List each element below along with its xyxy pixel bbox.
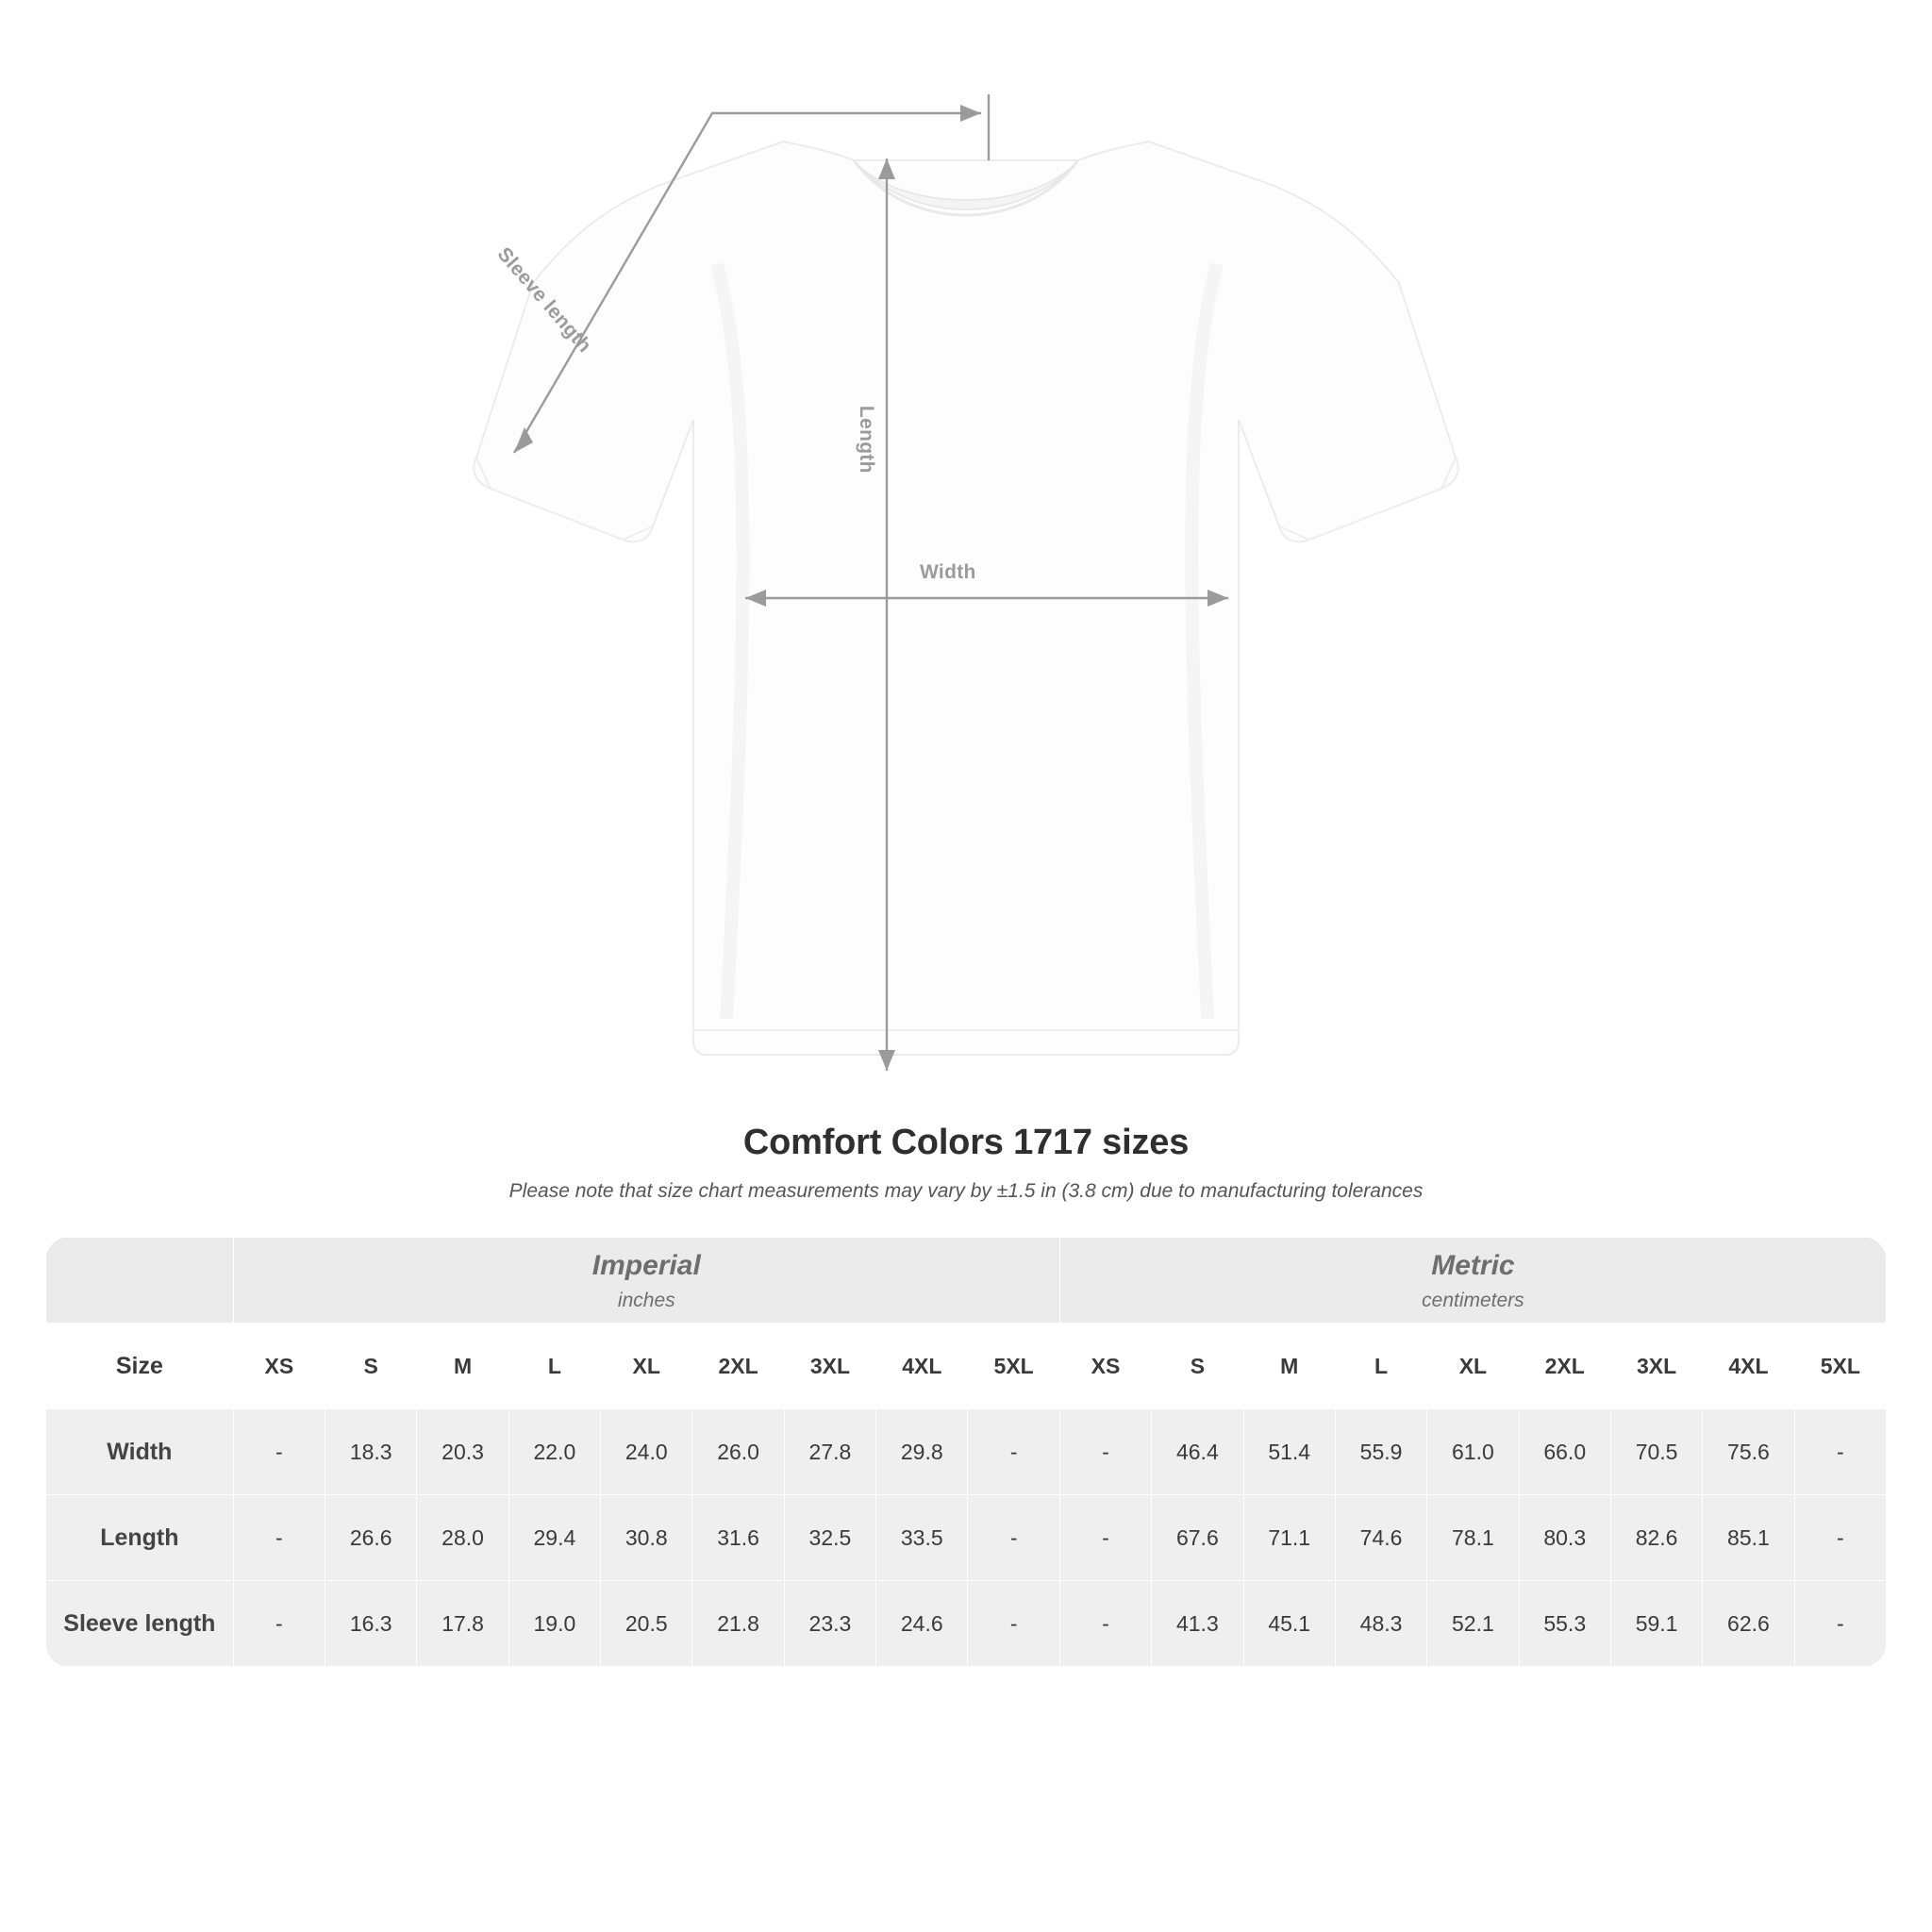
cell-width-metric-2xl: 66.0: [1519, 1409, 1610, 1495]
cell-length-metric-m: 71.1: [1243, 1495, 1335, 1581]
cell-sleeve-metric-5xl: -: [1794, 1581, 1886, 1667]
header-metric-2xl: 2XL: [1519, 1324, 1610, 1409]
dimension-label-width: Width: [920, 561, 976, 583]
table-row: [46, 1581, 1887, 1667]
header-imperial-m: M: [417, 1324, 508, 1409]
cell-sleeve-metric-s: 41.3: [1152, 1581, 1243, 1667]
cell-sleeve-imperial-l: 19.0: [508, 1581, 600, 1667]
cell-width-metric-m: 51.4: [1243, 1409, 1335, 1495]
cell-sleeve-metric-3xl: 59.1: [1610, 1581, 1702, 1667]
cell-width-metric-xl: 61.0: [1427, 1409, 1519, 1495]
tolerance-note: Please note that size chart measurements may vary by ±1.5 in (3.8 cm) due to manufacturing tolerances: [508, 1180, 1424, 1202]
cell-sleeve-metric-xl: 52.1: [1427, 1581, 1519, 1667]
header-imperial-xs: XS: [233, 1324, 325, 1409]
cell-width-imperial-xs: -: [233, 1409, 325, 1495]
cell-sleeve-metric-xs: -: [1059, 1581, 1151, 1667]
size-table: [45, 1237, 1887, 1667]
cell-width-imperial-3xl: 27.8: [784, 1409, 875, 1495]
cell-sleeve-imperial-3xl: 23.3: [784, 1581, 875, 1667]
row-label-width: Width: [46, 1409, 234, 1495]
cell-width-metric-s: 46.4: [1152, 1409, 1243, 1495]
heading-block: [0, 1123, 1932, 1203]
cell-width-metric-4xl: 75.6: [1703, 1409, 1794, 1495]
cell-sleeve-imperial-s: 16.3: [325, 1581, 417, 1667]
cell-length-imperial-l: 29.4: [508, 1495, 600, 1581]
header-metric-5xl: 5XL: [1794, 1324, 1886, 1409]
cell-sleeve-metric-2xl: 55.3: [1519, 1581, 1610, 1667]
cell-width-metric-xs: -: [1059, 1409, 1151, 1495]
header-imperial-3xl: 3XL: [784, 1324, 875, 1409]
header-imperial-s: S: [325, 1324, 417, 1409]
cell-sleeve-imperial-xl: 20.5: [601, 1581, 692, 1667]
cell-length-metric-l: 74.6: [1335, 1495, 1426, 1581]
unit-metric-sub: centimeters: [1422, 1289, 1524, 1311]
unit-group-metric: [1059, 1238, 1886, 1324]
page-title: Comfort Colors 1717 sizes: [742, 1123, 1190, 1162]
cell-length-imperial-4xl: 33.5: [876, 1495, 968, 1581]
cell-length-imperial-2xl: 31.6: [692, 1495, 784, 1581]
table-row: [46, 1495, 1887, 1581]
row-label-sleeve-length: Sleeve length: [46, 1581, 234, 1667]
cell-length-imperial-5xl: -: [968, 1495, 1059, 1581]
dimension-label-length: Length: [856, 406, 877, 474]
cell-sleeve-imperial-2xl: 21.8: [692, 1581, 784, 1667]
cell-width-imperial-l: 22.0: [508, 1409, 600, 1495]
cell-sleeve-imperial-m: 17.8: [417, 1581, 508, 1667]
cell-width-metric-l: 55.9: [1335, 1409, 1426, 1495]
cell-width-imperial-5xl: -: [968, 1409, 1059, 1495]
cell-length-metric-5xl: -: [1794, 1495, 1886, 1581]
cell-length-imperial-xl: 30.8: [601, 1495, 692, 1581]
cell-width-imperial-s: 18.3: [325, 1409, 417, 1495]
header-imperial-xl: XL: [601, 1324, 692, 1409]
cell-length-metric-4xl: 85.1: [1703, 1495, 1794, 1581]
cell-length-metric-xs: -: [1059, 1495, 1151, 1581]
cell-width-imperial-2xl: 26.0: [692, 1409, 784, 1495]
cell-length-metric-3xl: 82.6: [1610, 1495, 1702, 1581]
header-size: Size: [46, 1324, 234, 1409]
cell-sleeve-imperial-5xl: -: [968, 1581, 1059, 1667]
units-spacer: [46, 1238, 234, 1324]
header-metric-4xl: 4XL: [1703, 1324, 1794, 1409]
cell-length-imperial-3xl: 32.5: [784, 1495, 875, 1581]
units-row: [46, 1238, 1887, 1324]
cell-width-imperial-xl: 24.0: [601, 1409, 692, 1495]
size-table-container: [45, 1237, 1887, 1667]
header-imperial-5xl: 5XL: [968, 1324, 1059, 1409]
cell-sleeve-metric-l: 48.3: [1335, 1581, 1426, 1667]
header-imperial-2xl: 2XL: [692, 1324, 784, 1409]
size-header-row: [46, 1324, 1887, 1409]
dimension-label-sleeve-length: Sleeve length: [492, 243, 596, 358]
cell-sleeve-imperial-xs: -: [233, 1581, 325, 1667]
row-label-length: Length: [46, 1495, 234, 1581]
header-metric-m: M: [1243, 1324, 1335, 1409]
header-metric-xl: XL: [1427, 1324, 1519, 1409]
unit-group-imperial: [233, 1238, 1059, 1324]
header-imperial-l: L: [508, 1324, 600, 1409]
cell-width-imperial-4xl: 29.8: [876, 1409, 968, 1495]
header-imperial-4xl: 4XL: [876, 1324, 968, 1409]
cell-length-imperial-s: 26.6: [325, 1495, 417, 1581]
cell-length-imperial-xs: -: [233, 1495, 325, 1581]
unit-metric-name: Metric: [1431, 1250, 1515, 1282]
table-row: [46, 1409, 1887, 1495]
header-metric-s: S: [1152, 1324, 1243, 1409]
cell-width-imperial-m: 20.3: [417, 1409, 508, 1495]
cell-width-metric-3xl: 70.5: [1610, 1409, 1702, 1495]
cell-length-imperial-m: 28.0: [417, 1495, 508, 1581]
header-metric-3xl: 3XL: [1610, 1324, 1702, 1409]
header-metric-xs: XS: [1059, 1324, 1151, 1409]
unit-imperial-name: Imperial: [591, 1250, 701, 1282]
cell-sleeve-metric-m: 45.1: [1243, 1581, 1335, 1667]
cell-length-metric-s: 67.6: [1152, 1495, 1243, 1581]
cell-length-metric-xl: 78.1: [1427, 1495, 1519, 1581]
unit-imperial-sub: inches: [617, 1289, 675, 1311]
header-metric-l: L: [1335, 1324, 1426, 1409]
cell-width-metric-5xl: -: [1794, 1409, 1886, 1495]
cell-sleeve-imperial-4xl: 24.6: [876, 1581, 968, 1667]
cell-length-metric-2xl: 80.3: [1519, 1495, 1610, 1581]
cell-sleeve-metric-4xl: 62.6: [1703, 1581, 1794, 1667]
